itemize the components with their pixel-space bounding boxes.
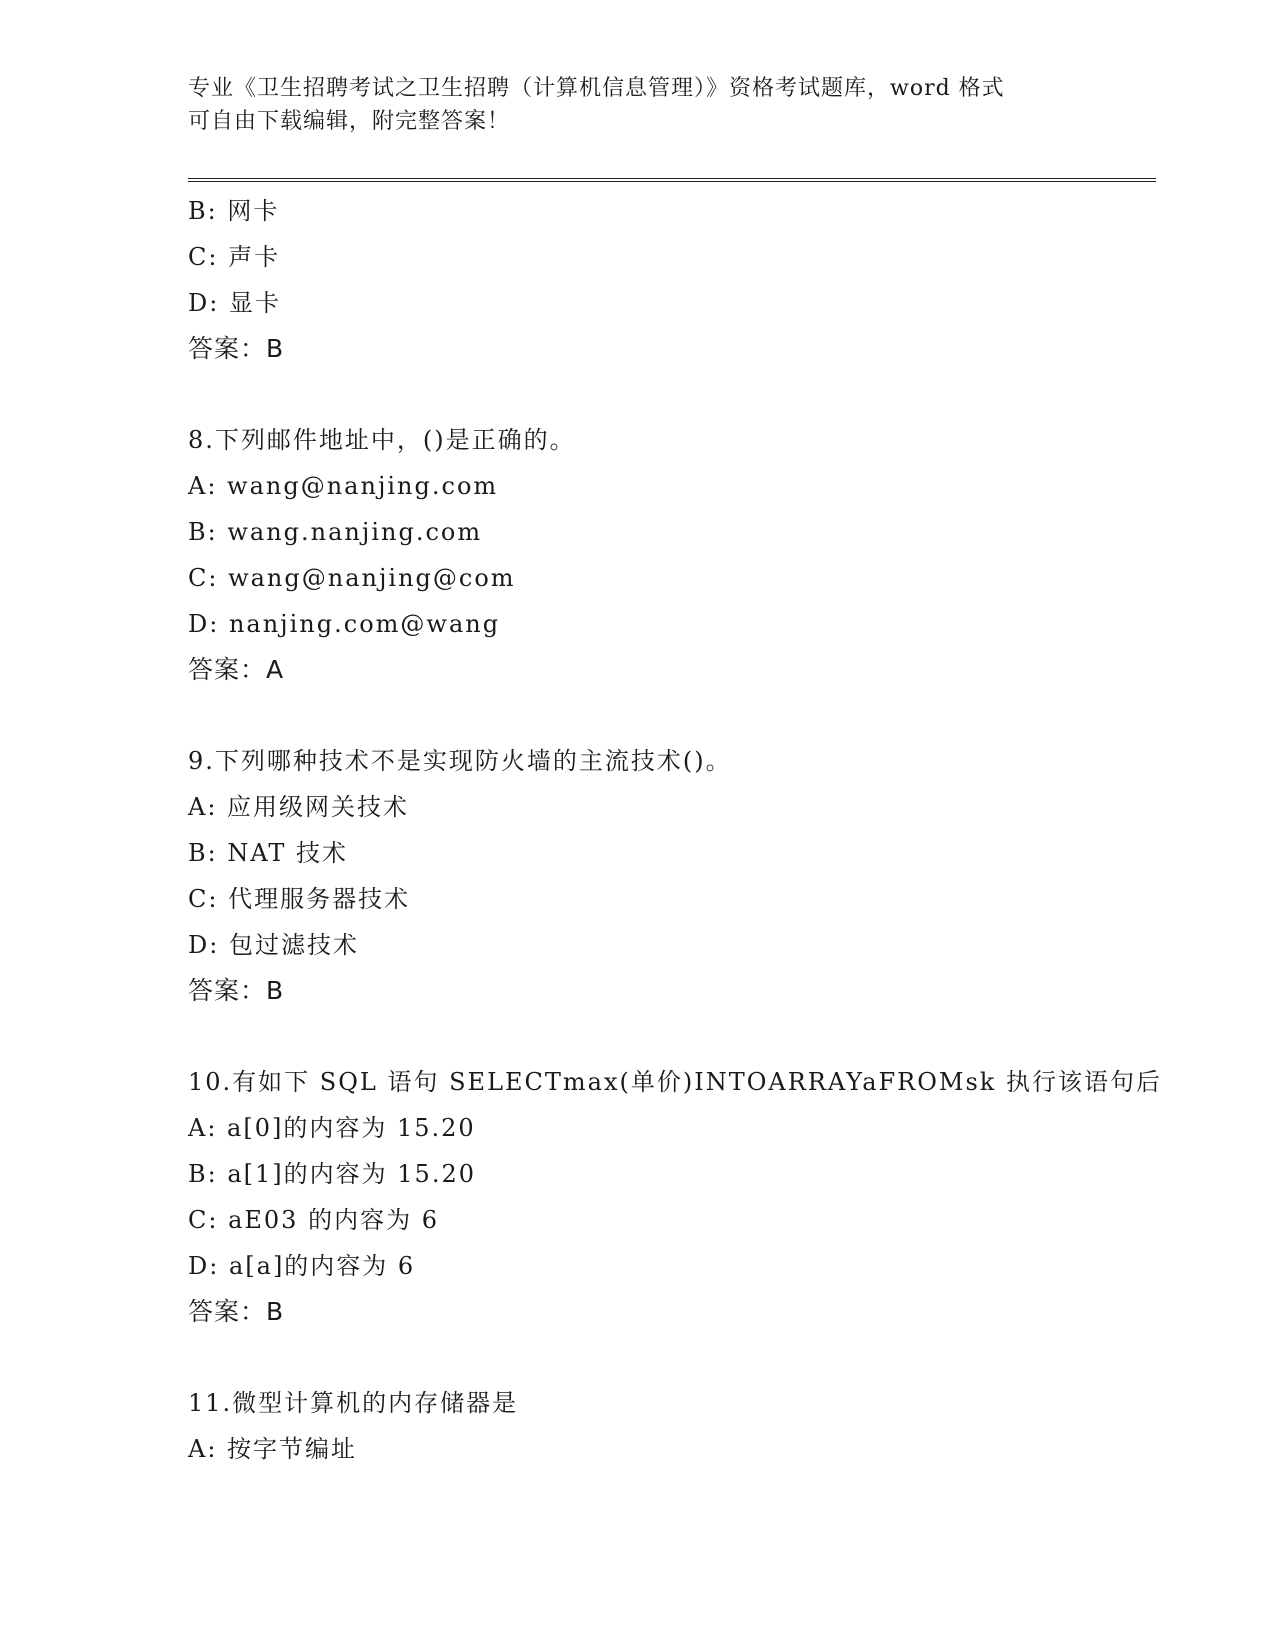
question-11 <box>188 1380 1148 1472</box>
option-d: D: nanjing.com@wang <box>188 610 501 638</box>
option-d: D: a[a]的内容为 6 <box>188 1252 416 1280</box>
question-stem: 10.有如下 SQL 语句 SELECTmax(单价)INTOARRAYaFROMsk 执行该语句后 <box>188 1068 1162 1096</box>
question-9 <box>188 738 1148 1014</box>
question-10 <box>188 1059 1162 1335</box>
header-line-2: 可自由下载编辑，附完整答案！ <box>188 109 511 134</box>
option-d: D: 显卡 <box>188 289 281 317</box>
option-c: C: aE03 的内容为 6 <box>188 1206 439 1234</box>
header-line-1: 专业《卫生招聘考试之卫生招聘（计算机信息管理）》资格考试题库，word 格式 <box>188 76 1005 101</box>
option-a: A: wang@nanjing.com <box>188 472 499 500</box>
option-b: B: 网卡 <box>188 197 280 225</box>
answer-line: 答案：A <box>188 655 285 684</box>
question-7-continued <box>188 188 1148 372</box>
option-a: A: 按字节编址 <box>188 1435 358 1463</box>
question-8 <box>188 417 1148 693</box>
answer-line: 答案：B <box>188 334 285 363</box>
option-c: C: 声卡 <box>188 243 281 271</box>
option-c: C: wang@nanjing@com <box>188 564 516 592</box>
header-divider <box>188 178 1156 182</box>
option-a: A: 应用级网关技术 <box>188 793 410 821</box>
question-stem: 9.下列哪种技术不是实现防火墙的主流技术()。 <box>188 747 732 775</box>
option-c: C: 代理服务器技术 <box>188 885 411 913</box>
answer-line: 答案：B <box>188 976 285 1005</box>
question-list <box>188 188 1162 1472</box>
option-b: B: a[1]的内容为 15.20 <box>188 1160 476 1188</box>
document-header <box>188 72 1068 138</box>
question-stem: 8.下列邮件地址中，()是正确的。 <box>188 426 576 454</box>
question-stem: 11.微型计算机的内存储器是 <box>188 1389 519 1417</box>
answer-line: 答案：B <box>188 1297 285 1326</box>
option-b: B: NAT 技术 <box>188 839 349 867</box>
option-a: A: a[0]的内容为 15.20 <box>188 1114 476 1142</box>
option-b: B: wang.nanjing.com <box>188 518 483 546</box>
option-d: D: 包过滤技术 <box>188 931 359 959</box>
